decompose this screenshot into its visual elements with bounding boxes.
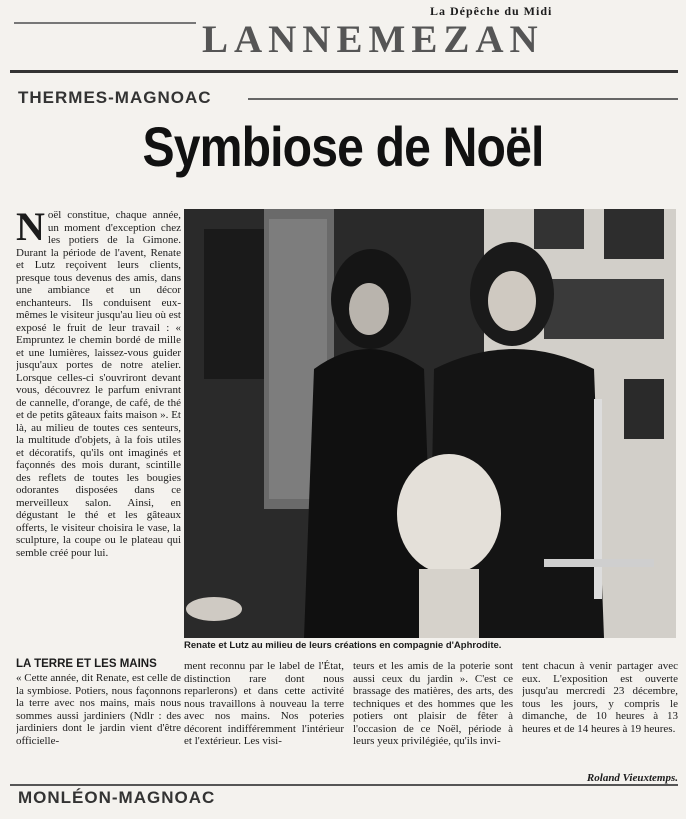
author-signature: Roland Vieuxtemps. [586,772,678,784]
newspaper-name: La Dépêche du Midi [430,4,553,18]
lead-text: oël constitue, chaque année, un moment d'exception chez les potiers de la Gimone. Durant la période de l'avent, Renate et Lutz reçoivent leurs clients, presque tous devenus des amis, dans une ambiance et un décor enchanteurs. Ils conduisent eux-mêmes le visiteur jusqu'au lieu où est exposé le fruit de leur travail : « Empruntez le chemin bordé de mille et une lumières, laissez-vous guider jusqu'aux portes de notre atelier. Lorsque celles-ci s'ouvriront devant vous, découvrez le parfum enivrant de cannelle, d'orange, de café, de thé et de petits gâteaux faits maison ». Et là, au milieu de toutes ces senteurs, la multitude d'objets, à la fois utiles et décoratifs, qu'ils ont imaginés et façonnés des mois durant, scintille des reflets de toutes les bougies odorantes disposées dans ce merveilleux salon. Ainsi, en dégustant le thé et les gâteaux offerts, le visiteur choisira le vase, la sculpture, la coupe ou le plateau qui semble créé pour lui. [16,209,181,559]
article-lead-column [16,209,181,645]
drop-cap: N [16,209,45,249]
edition-title: LANNEMEZAN [202,18,544,61]
top-divider [10,70,678,73]
article-column-3: teurs et les amis de la poterie sont aussi ceux du jardin ». C'est ce brassage des matières, des arts, des techniques et des hommes que les potiers ont plaisir de fêter à l'occasion de ce Noël, période à leurs yeux privilégiée, qu'ils invi- [353,660,513,747]
bottom-divider [10,784,678,786]
next-section-title: MONLÉON-MAGNOAC [18,788,216,807]
section-title: THERMES-MAGNOAC [18,88,212,107]
article-column-4: tent chacun à venir partager avec eux. L'exposition est ouverte jusqu'au mercredi 23 décembre, tous les jours, y compris le dimanche, de 10 heures à 13 heures et de 14 heures à 19 heures. [522,660,678,735]
article-column-2: ment reconnu par le label de l'État, distinction rare dont nous reparlerons) et dans cette activité nous travaillons à nouveau la terre avec nos mains. Nos poteries décorent indifféremment l'intérieur et l'extérieur. Les visi- [184,660,344,747]
article-column-1: « Cette année, dit Renate, est celle de la symbiose. Potiers, nous façonnons la terre avec nos mains, mais nous sommes aussi jardiniers (Ndlr : des jardiniers dont le jardin vient d'être officielle- [16,672,181,747]
masthead-rule [14,22,196,24]
photo-illustration [184,209,676,638]
subheading: LA TERRE ET LES MAINS [16,658,157,670]
article-headline: Symbiose de Noël [142,115,544,178]
photo-caption: Renate et Lutz au milieu de leurs créations en compagnie d'Aphrodite. [184,640,502,651]
section-divider [248,98,678,100]
article-photo [184,209,676,638]
